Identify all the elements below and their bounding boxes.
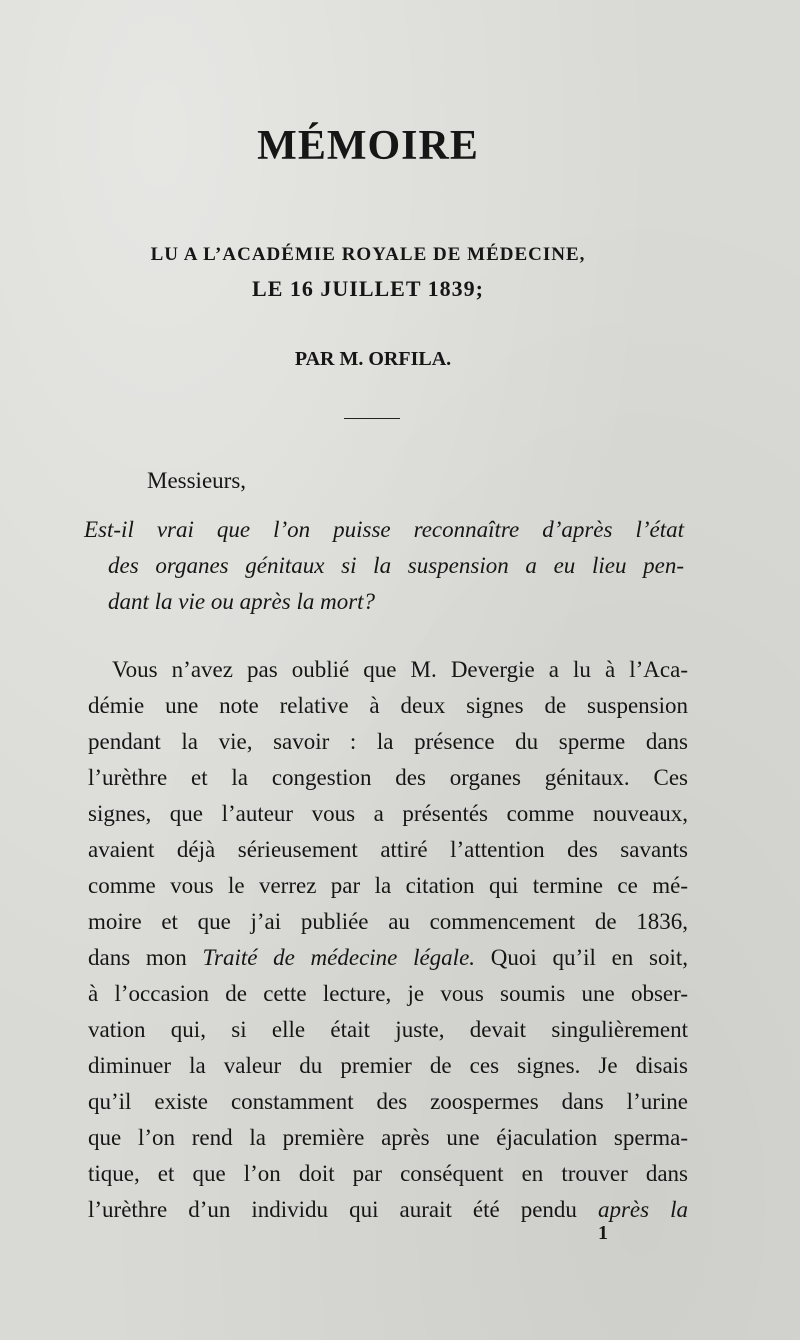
page-number: 1	[598, 1222, 608, 1244]
body-line: que l’on rend la première après une éjaculation sperma-	[88, 1125, 688, 1150]
body-line: qu’il existe constamment des zoospermes dans l’urine	[88, 1089, 688, 1114]
body-text-italic: après la	[597, 1197, 688, 1222]
question-line: des organes génitaux si la suspension a eu lieu pen-	[108, 553, 684, 578]
subtitle-date: LE 16 JUILLET 1839;	[252, 276, 484, 301]
body-line: signes, que l’auteur vous a présentés comme nouveaux,	[88, 801, 688, 826]
body-line: moire et que j’ai publiée au commencement de 1836,	[88, 909, 688, 934]
body-line: pendant la vie, savoir : la présence du sperme dans	[88, 729, 688, 754]
subtitle-academy: LU A L’ACADÉMIE ROYALE DE MÉDECINE,	[150, 244, 586, 265]
body-line: Vous n’avez pas oublié que M. Devergie a lu à l’Aca-	[112, 657, 688, 682]
memoir-title: MÉMOIRE	[257, 123, 479, 169]
body-line: l’urèthre et la congestion des organes génitaux. Ces	[88, 765, 688, 790]
body-line: vation qui, si elle était juste, devait singulièrement	[88, 1017, 688, 1042]
body-line: diminuer la valeur du premier de ces signes. Je disais	[88, 1053, 688, 1078]
author-line: PAR M. ORFILA.	[294, 348, 452, 370]
salutation: Messieurs,	[147, 468, 247, 493]
body-line: tique, et que l’on doit par conséquent en trouver dans	[88, 1161, 688, 1186]
body-text: dans mon	[88, 945, 203, 970]
body-line: démie une note relative à deux signes de suspension	[88, 693, 688, 718]
body-paragraph	[88, 652, 688, 1228]
body-line: à l’occasion de cette lecture, je vous soumis une obser-	[88, 981, 688, 1006]
body-line: comme vous le verrez par la citation qui termine ce mé-	[88, 873, 688, 898]
body-text: l’urèthre d’un individu qui aurait été pendu	[88, 1197, 598, 1222]
body-text: Quoi qu’il en soit,	[475, 945, 688, 970]
book-title-italic: Traité de médecine légale.	[202, 945, 476, 970]
question-line: dant la vie ou après la mort?	[108, 589, 376, 614]
question-block	[84, 512, 684, 620]
section-divider	[344, 418, 400, 419]
body-line: avaient déjà sérieusement attiré l’attention des savants	[88, 837, 688, 862]
question-line: Est-il vrai que l’on puisse reconnaître d’après l’état	[84, 517, 684, 542]
body-line-with-title	[88, 940, 688, 976]
